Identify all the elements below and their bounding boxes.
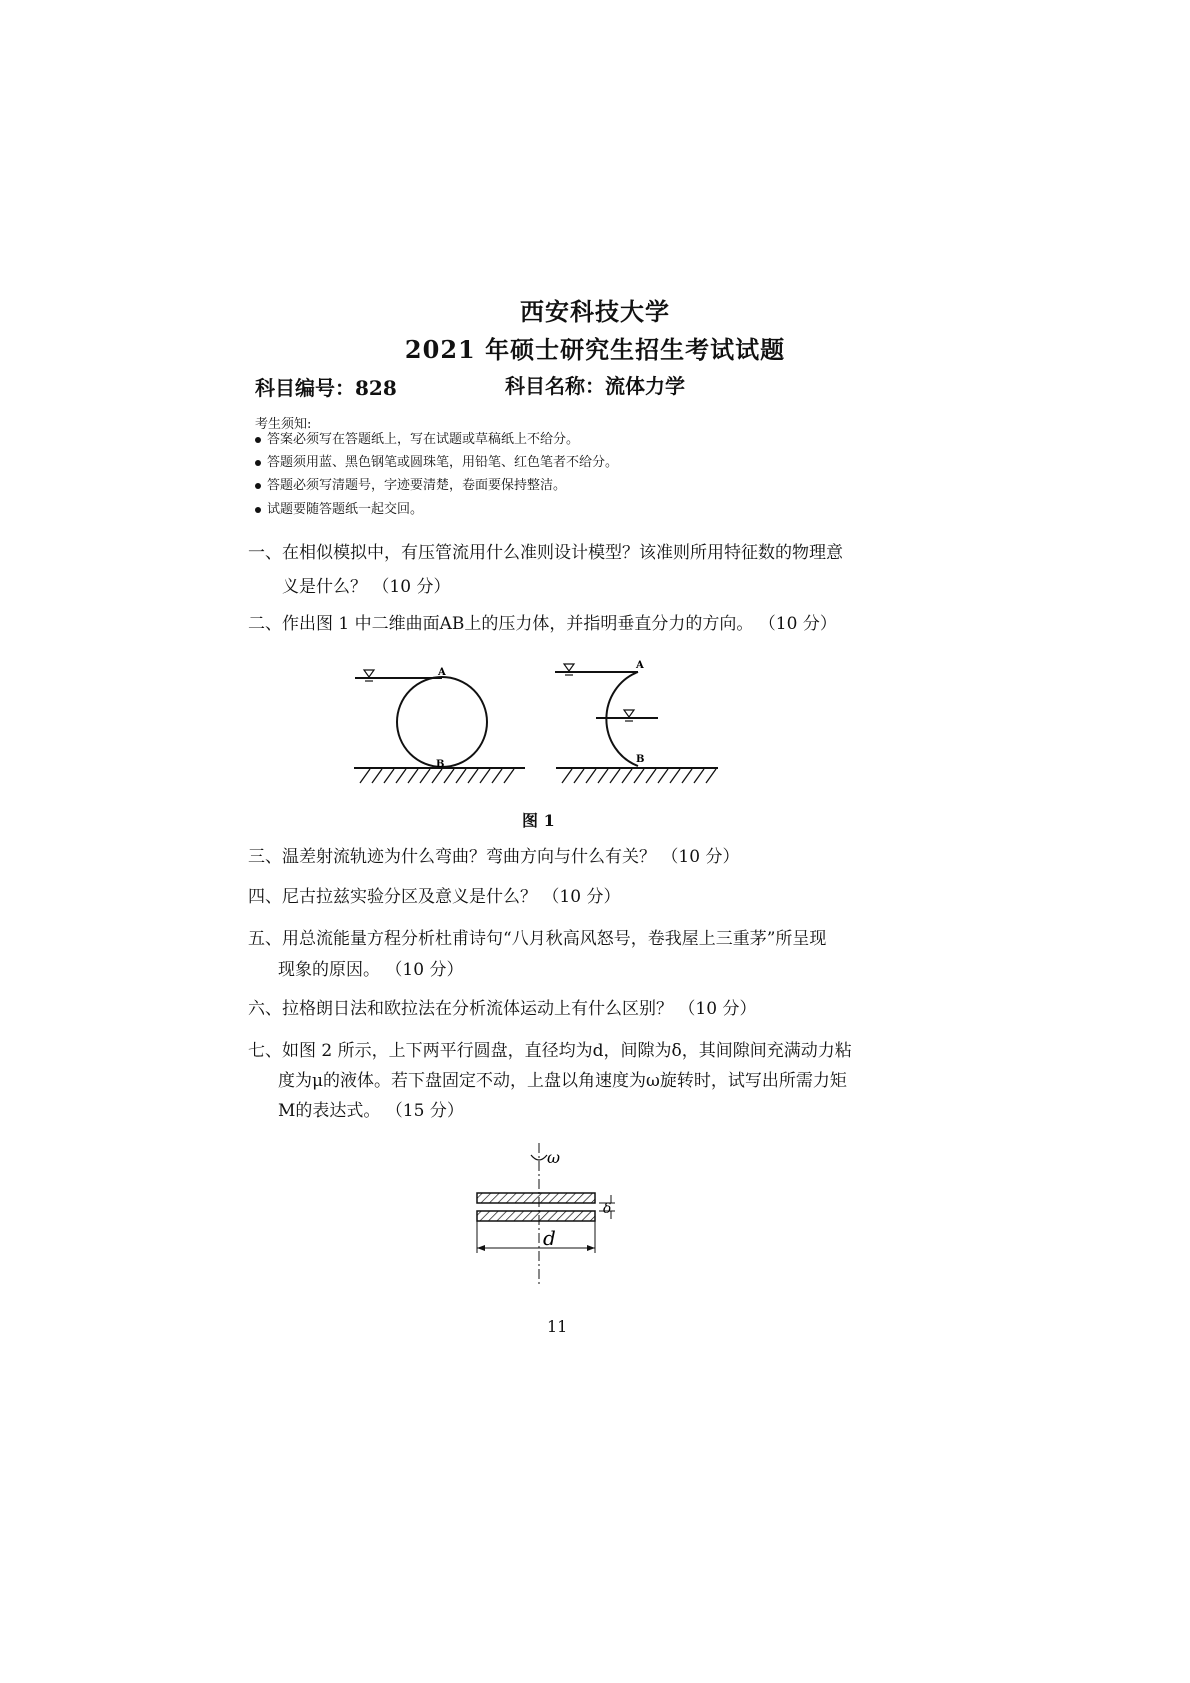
question-4: 四、尼古拉兹实验分区及意义是什么？ （10 分） (248, 887, 621, 907)
bullet-icon (255, 437, 261, 443)
figure-1-caption: 图 1 (522, 811, 555, 830)
notice-item: 答案必须写在答题纸上，写在试题或草稿纸上不给分。 (255, 432, 579, 448)
label-a: A (438, 667, 446, 678)
page-number: 11 (547, 1317, 568, 1336)
water-level-icon (564, 664, 574, 671)
figure-2 (455, 1135, 655, 1290)
omega-label: ω (547, 1148, 561, 1167)
question-2: 二、作出图 1 中二维曲面AB上的压力体，并指明垂直分力的方向。 （10 分） (248, 614, 837, 634)
notice-heading: 考生须知: (255, 417, 312, 432)
water-level-icon (624, 710, 634, 717)
delta-label: δ (603, 1201, 612, 1217)
question-7-line2: 度为μ的液体。若下盘固定不动，上盘以角速度为ω旋转时，试写出所需力矩 (278, 1071, 847, 1091)
question-5-line2: 现象的原因。 （10 分） (278, 960, 464, 980)
upper-disc (477, 1193, 595, 1203)
university-title: 西安科技大学 (520, 297, 670, 326)
subject-name: 科目名称：流体力学 (505, 374, 685, 398)
bullet-icon (255, 483, 261, 489)
bullet-icon (255, 507, 261, 513)
cylinder-outline (397, 677, 487, 767)
subject-code: 科目编号：828 (255, 376, 397, 400)
question-6: 六、拉格朗日法和欧拉法在分析流体运动上有什么区别？ （10 分） (248, 999, 757, 1019)
diameter-label: d (543, 1226, 556, 1250)
question-1-line2: 义是什么？ （10 分） (282, 577, 451, 597)
label-b: B (436, 759, 445, 770)
figure-1 (340, 650, 740, 800)
question-7-line1: 七、如图 2 所示，上下两平行圆盘，直径均为d，间隙为δ，其间隙间充满动力粘 (248, 1041, 852, 1061)
label-a: A (636, 660, 644, 671)
question-1-line1: 一、在相似模拟中，有压管流用什么准则设计模型？该准则所用特征数的物理意 (248, 543, 843, 563)
water-level-icon (364, 670, 374, 677)
bullet-icon (255, 460, 261, 466)
exam-title: 2021 年硕士研究生招生考试试题 (404, 335, 786, 364)
notice-item: 试题要随答题纸一起交回。 (255, 502, 423, 518)
notice-item: 答题须用蓝、黑色钢笔或圆珠笔，用铅笔、红色笔者不给分。 (255, 455, 618, 471)
question-3: 三、温差射流轨迹为什么弯曲？弯曲方向与什么有关？ （10 分） (248, 847, 740, 867)
question-7-line3: M的表达式。 （15 分） (278, 1101, 464, 1121)
label-b: B (636, 754, 645, 765)
question-5-line1: 五、用总流能量方程分析杜甫诗句“八月秋高风怒号，卷我屋上三重茅”所呈现 (248, 929, 827, 949)
lower-disc (477, 1211, 595, 1221)
notice-item: 答题必须写清题号，字迹要清楚，卷面要保持整洁。 (255, 478, 566, 494)
